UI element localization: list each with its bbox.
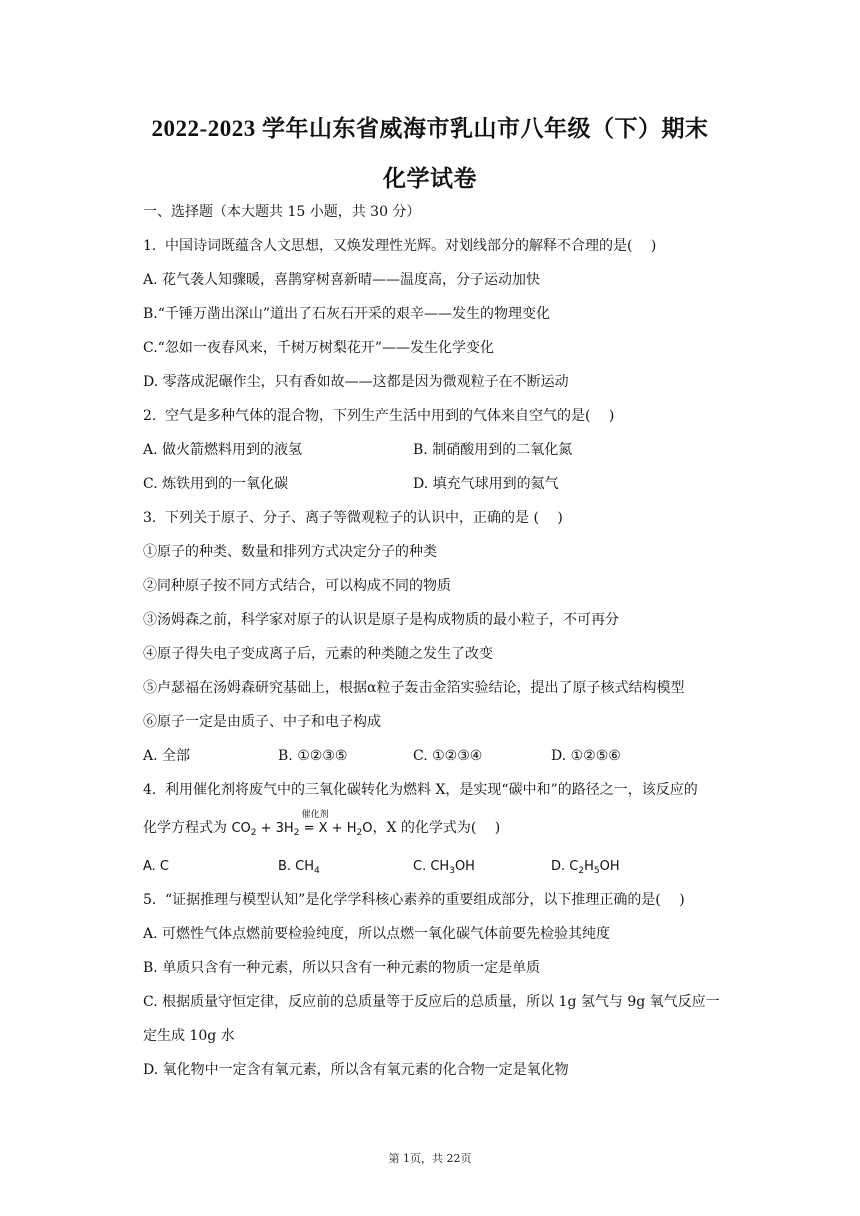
page-footer: 第 1页，共 22页 bbox=[388, 1152, 472, 1165]
q2-option-d: D. 填充气球用到的氦气 bbox=[413, 476, 559, 492]
q1-option-a: A. 花气袭人知骤暖，喜鹊穿树喜新晴——温度高，分子运动加快 bbox=[143, 272, 541, 288]
exam-title-line1: 2022-2023 学年山东省威海市乳山市八年级（下）期末 bbox=[151, 116, 709, 141]
q1-option-c: C.“忽如一夜春风来，千树万树梨花开”——发生化学变化 bbox=[143, 340, 494, 356]
q4-option-b bbox=[278, 857, 320, 877]
q3-statement-2: ②同种原子按不同方式结合，可以构成不同的物质 bbox=[143, 578, 451, 594]
q3-statement-3: ③汤姆森之前，科学家对原子的认识是原子是构成物质的最小粒子，不可再分 bbox=[143, 612, 619, 628]
option-text: H bbox=[584, 859, 594, 874]
question-4-equation-line bbox=[143, 810, 501, 839]
q3-option-a: A. 全部 bbox=[143, 748, 191, 764]
question-text: 中国诗词既蕴含人文思想，又焕发理性光辉。对划线部分的解释不合理的是( ) bbox=[165, 238, 657, 254]
question-text: 下列关于原子、分子、离子等微观粒子的认识中，正确的是 ( ) bbox=[165, 510, 563, 526]
q1-option-d: D. 零落成泥碾作尘，只有香如故——这都是因为微观粒子在不断运动 bbox=[143, 374, 569, 390]
q1-option-b: B.“千锤万凿出深山”道出了石灰石开采的艰辛——发生的物理变化 bbox=[143, 306, 551, 322]
q5-option-a: A. 可燃性气体点燃前要检验纯度，所以点燃一氧化碳气体前要先检验其纯度 bbox=[143, 926, 611, 942]
subscript: 2 bbox=[578, 866, 585, 876]
q5-option-d: D. 氧化物中一定含有氧元素，所以含有氧元素的化合物一定是氧化物 bbox=[143, 1062, 569, 1078]
chemical-equation: $CO_2 + 3H_2$ 催化剂 = $X + H_2O$ bbox=[231, 821, 372, 836]
q2-option-a: A. 做火箭燃料用到的液氢 bbox=[143, 442, 303, 458]
option-text: OH bbox=[454, 859, 475, 874]
catalyst-label: 催化剂 bbox=[301, 810, 329, 820]
question-2-stem bbox=[143, 406, 614, 426]
q4-option-c bbox=[413, 857, 475, 877]
q5-option-c-line1: C. 根据质量守恒定律，反应前的总质量等于反应后的总质量，所以 1g 氢气与 9g 氧气反应一 bbox=[143, 994, 720, 1010]
question-5-stem bbox=[143, 890, 685, 910]
question-number: 2. bbox=[143, 408, 157, 424]
question-number: 4. bbox=[143, 782, 157, 798]
section-heading: 一、选择题（本大题共 15 小题，共 30 分） bbox=[143, 204, 421, 220]
question-4-stem bbox=[143, 780, 698, 800]
option-text: OH bbox=[599, 859, 620, 874]
option-text: D. C bbox=[551, 859, 579, 874]
q5-option-c-line2: 定生成 10g 水 bbox=[143, 1028, 235, 1044]
q3-statement-5: ⑤卢瑟福在汤姆森研究基础上，根据α粒子轰击金箔实验结论，提出了原子核式结构模型 bbox=[143, 680, 685, 696]
equation-prefix: 化学方程式为 bbox=[143, 820, 227, 836]
exam-title-line2: 化学试卷 bbox=[383, 166, 477, 191]
option-text: B. CH bbox=[278, 859, 315, 874]
equation-suffix: ，X 的化学式为( ) bbox=[372, 820, 501, 836]
q4-option-a: A. C bbox=[143, 859, 170, 874]
question-number: 1. bbox=[143, 238, 157, 254]
option-text: C. CH bbox=[413, 859, 450, 874]
q2-option-c: C. 炼铁用到的一氧化碳 bbox=[143, 476, 289, 492]
subscript: 3 bbox=[449, 866, 455, 876]
q3-statement-6: ⑥原子一定是由质子、中子和电子构成 bbox=[143, 714, 381, 730]
question-text: 利用催化剂将废气中的三氧化碳转化为燃料 X，是实现“碳中和”的路径之一，该反应的 bbox=[165, 782, 698, 798]
question-3-stem bbox=[143, 508, 563, 528]
q4-option-d bbox=[551, 857, 620, 877]
question-text: “证据推理与模型认知”是化学学科核心素养的重要组成部分，以下推理正确的是( ) bbox=[165, 892, 685, 908]
subscript: 4 bbox=[314, 866, 320, 876]
q2-option-b: B. 制硝酸用到的二氧化氮 bbox=[413, 442, 573, 458]
question-number: 3. bbox=[143, 510, 157, 526]
question-1-stem bbox=[143, 236, 656, 256]
q3-option-c: C. ①②③④ bbox=[413, 748, 483, 764]
q3-option-b: B. ①②③⑤ bbox=[278, 748, 348, 764]
q3-option-d: D. ①②⑤⑥ bbox=[551, 748, 621, 764]
subscript: 5 bbox=[593, 866, 600, 876]
q5-option-b: B. 单质只含有一种元素，所以只含有一种元素的物质一定是单质 bbox=[143, 960, 541, 976]
question-text: 空气是多种气体的混合物，下列生产生活中用到的气体来自空气的是( ) bbox=[165, 408, 615, 424]
catalyst-condition: 催化剂 = bbox=[304, 819, 315, 839]
question-number: 5. bbox=[143, 892, 157, 908]
q3-statement-4: ④原子得失电子变成离子后，元素的种类随之发生了改变 bbox=[143, 646, 493, 662]
q3-statement-1: ①原子的种类、数量和排列方式决定分子的种类 bbox=[143, 544, 437, 560]
